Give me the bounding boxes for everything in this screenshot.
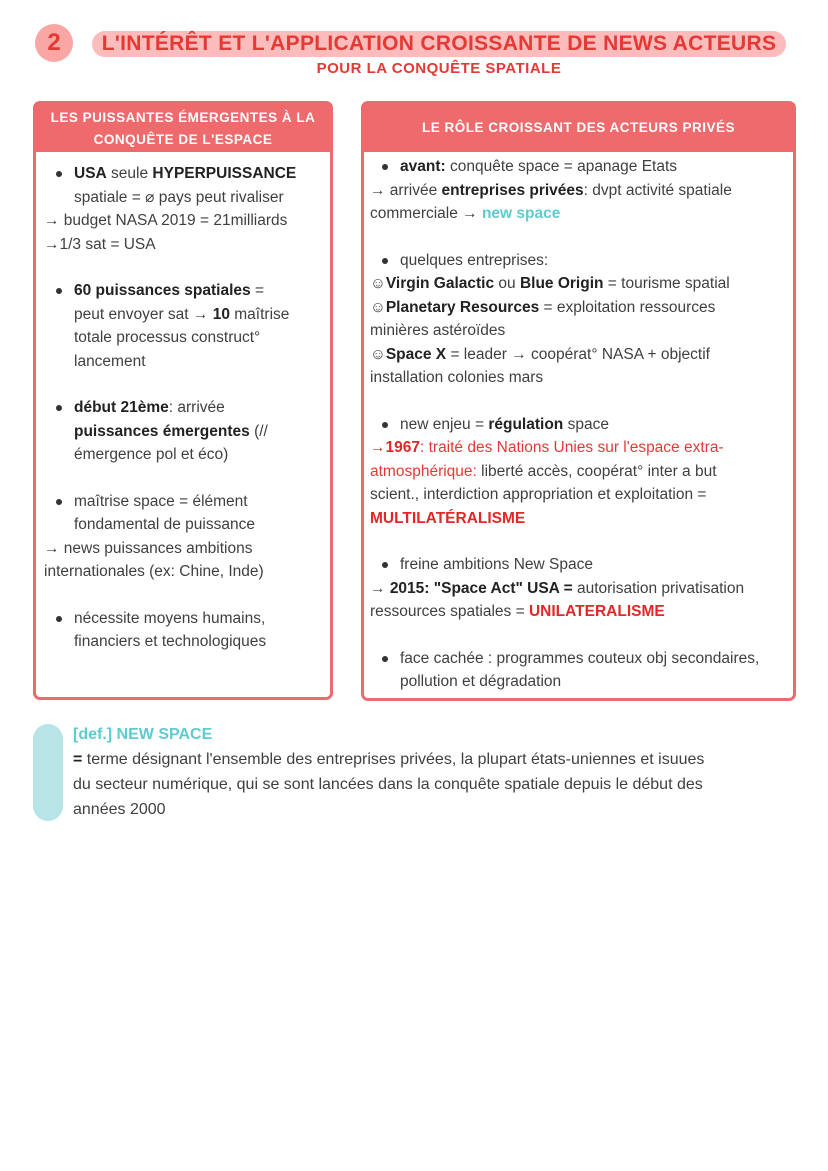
private-actors-content: avant: conquête space = apanage Etats → arrivée entreprises privées: dvpt activité spatiale commerciale → new space quelques entreprises: ☺Virgin Galactic ou Blue Origin = tourisme spatial ☺Planetary Resources = exploitation ressources minières astéroïdes ☺Space X = leader → coopérat° NASA + objectif installation colonies mars new enjeu = régulation space →1967: traité des Nations Unies sur l'espace extra- atmosphérique: liberté accès, coopérat° inter a but scient., interdiction appropriation et exploitation = MULTILATÉRALISME freine ambitions New Space → 2015: "Space Act" USA = autorisation privatisation ressources spatiales = UNILATERALISME face cachée : programmes couteux obj secondaires, pollution et dégradation xyxy=(364,152,793,694)
smiley-icon: ☺ xyxy=(370,298,386,316)
list-item: face cachée : programmes couteux obj secondaires, xyxy=(370,647,793,671)
emerging-powers-box xyxy=(33,101,333,700)
list-item: nécessite moyens humains, xyxy=(44,607,330,631)
definition-block: [def.] NEW SPACE = terme désignant l'ensemble des entreprises privées, la plupart états-uniennes et isuues du secteur numérique, qui se sont lancées dans la conquête spatiale depuis le début des années 2000 xyxy=(73,722,813,822)
definition-title: [def.] NEW SPACE xyxy=(73,726,213,743)
emerging-powers-heading: LES PUISSANTES ÉMERGENTES À LA CONQUÊTE DE L'ESPACE xyxy=(36,104,330,152)
section-number: 2 xyxy=(35,24,73,62)
list-item: new enjeu = régulation space xyxy=(370,413,793,437)
list-item: quelques entreprises: xyxy=(370,249,793,273)
section-title: L'INTÉRÊT ET L'APPLICATION CROISSANTE DE NEWS ACTEURS xyxy=(92,31,786,57)
list-item: 60 puissances spatiales = xyxy=(44,279,330,303)
list-item: USA seule HYPERPUISSANCE xyxy=(44,162,330,186)
smiley-icon: ☺ xyxy=(370,345,386,363)
smiley-icon: ☺ xyxy=(370,275,386,292)
definition-accent-bar xyxy=(33,724,63,821)
list-item: début 21ème: arrivée xyxy=(44,396,330,420)
private-actors-heading: LE RÔLE CROISSANT DES ACTEURS PRIVÉS xyxy=(364,104,793,152)
section-subtitle: POUR LA CONQUÊTE SPATIALE xyxy=(316,60,562,77)
private-actors-box xyxy=(361,101,796,701)
list-item: avant: conquête space = apanage Etats xyxy=(370,155,793,179)
emerging-powers-content: USA seule HYPERPUISSANCE spatiale = ⌀ pays peut rivaliser → budget NASA 2019 = 21milliards →1/3 sat = USA 60 puissances spatiales = peut envoyer sat → 10 maîtrise totale processus construct° lancement début 21ème: arrivée puissances émergentes (// émergence pol et éco) maîtrise space = élément fondamental de puissance → news puissances ambitions internationales (ex: Chine, Inde) nécessite moyens humains, financiers et technologiques xyxy=(36,152,330,654)
list-item: freine ambitions New Space xyxy=(370,553,793,577)
list-item: maîtrise space = élément xyxy=(44,490,330,514)
